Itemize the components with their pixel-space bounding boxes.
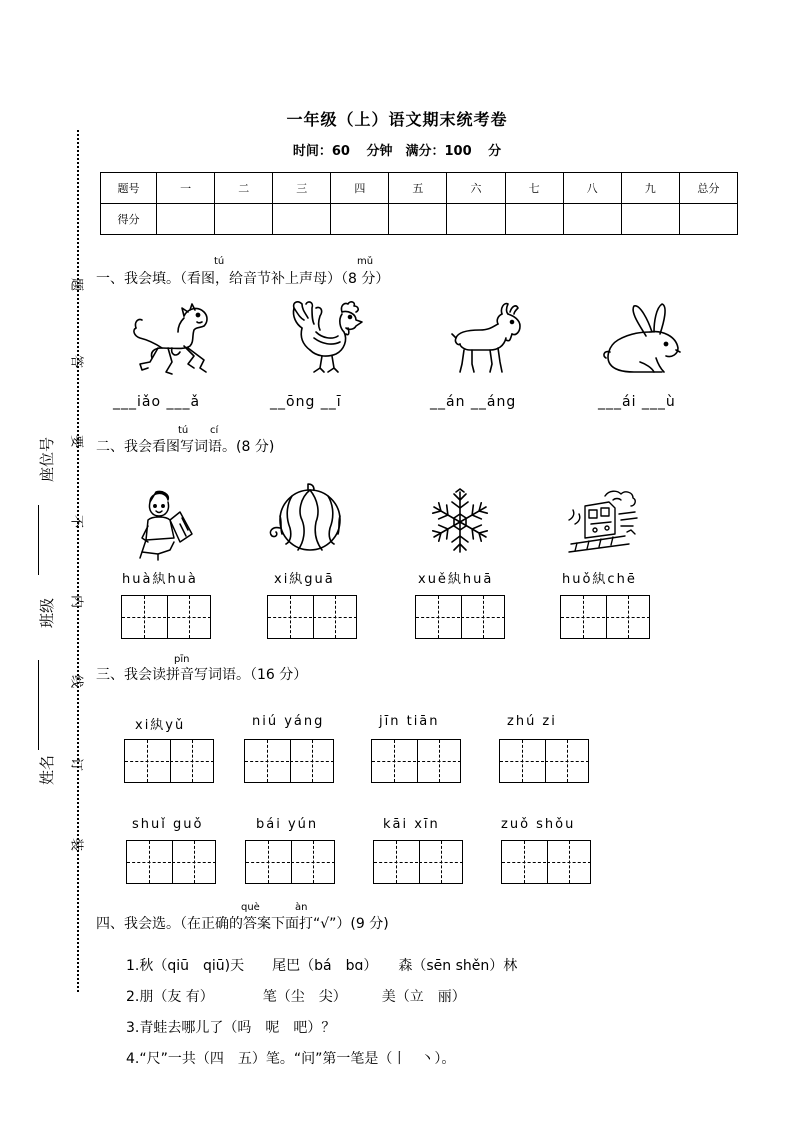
ruby-pinyin: cí xyxy=(210,425,219,436)
score-cell[interactable] xyxy=(157,204,215,235)
section2-pinyin-4: huǒ紈chē xyxy=(562,572,637,587)
exam-time-score: 时间：60 分钟 满分：100 分 xyxy=(292,144,502,159)
section1-pinyin-rabbit: ___ái ___ù xyxy=(598,394,676,410)
class-label: 班级 xyxy=(38,597,56,628)
section3-pinyin-1: xi紈yǔ xyxy=(135,718,186,733)
binding-char: 不 xyxy=(68,514,84,528)
binding-char: 线 xyxy=(68,674,84,688)
binding-char: 要 xyxy=(68,434,84,448)
train-icon xyxy=(565,488,641,556)
writing-grid[interactable] xyxy=(560,595,650,639)
score-table xyxy=(100,172,738,235)
writing-grid[interactable] xyxy=(245,840,335,884)
score-table-header-cell: 九 xyxy=(621,173,679,204)
score-table-header-cell: 八 xyxy=(563,173,621,204)
section2-pinyin-2: xi紈guā xyxy=(274,572,335,587)
section1-pinyin-horse: ___iǎo ___ǎ xyxy=(113,394,201,410)
score-table-header-cell: 七 xyxy=(505,173,563,204)
score-table-header-cell: 五 xyxy=(389,173,447,204)
score-table-header-cell: 题号 xyxy=(101,173,157,204)
ruby-pinyin: tú xyxy=(178,425,189,436)
choice-question-4: 4.“尺”一共（四 五）笔。“问”第一笔是（丨 丶）。 xyxy=(126,1051,456,1067)
score-table-header-cell: 总分 xyxy=(679,173,737,204)
ruby-pinyin: tú xyxy=(214,256,225,267)
section3-pinyin-6: bái yún xyxy=(256,817,319,832)
score-table-header-row xyxy=(101,173,738,204)
writing-grid[interactable] xyxy=(124,739,214,783)
choice-question-3: 3.青蛙去哪儿了（吗 呢 吧）？ xyxy=(126,1020,336,1036)
section2-title: 二、我会看图写词语。(8 分) xyxy=(96,439,275,455)
score-label: 得分 xyxy=(101,204,157,235)
name-label: 姓名 xyxy=(38,754,56,785)
binding-char: 题 xyxy=(68,277,84,291)
writing-grid[interactable] xyxy=(415,595,505,639)
boy-drawing-icon xyxy=(140,490,196,560)
writing-grid[interactable] xyxy=(499,739,589,783)
writing-grid[interactable] xyxy=(371,739,461,783)
score-cell[interactable] xyxy=(621,204,679,235)
writing-grid[interactable] xyxy=(121,595,211,639)
section2-pinyin-1: huà紈huà xyxy=(122,572,198,587)
writing-grid[interactable] xyxy=(373,840,463,884)
score-cell[interactable] xyxy=(447,204,505,235)
score-cell[interactable] xyxy=(563,204,621,235)
snowflake-icon xyxy=(428,490,492,554)
writing-grid[interactable] xyxy=(267,595,357,639)
ruby-pinyin: què xyxy=(241,902,260,913)
goat-icon xyxy=(450,302,530,376)
section3-pinyin-4: zhú zi xyxy=(507,714,557,729)
writing-grid[interactable] xyxy=(501,840,591,884)
section3-pinyin-7: kāi xīn xyxy=(383,817,440,832)
section1-pinyin-rooster: __ōng __ī xyxy=(270,394,342,410)
score-cell[interactable] xyxy=(505,204,563,235)
ruby-pinyin: pīn xyxy=(174,654,190,665)
score-table-header-cell: 三 xyxy=(273,173,331,204)
seat-number-label: 座位号 xyxy=(38,436,56,482)
section1-pinyin-goat: __án __áng xyxy=(430,394,517,410)
score-cell[interactable] xyxy=(273,204,331,235)
ruby-pinyin: mǔ xyxy=(357,256,374,267)
score-table-header-cell: 四 xyxy=(331,173,389,204)
rabbit-icon xyxy=(600,302,682,376)
score-table-header-cell: 一 xyxy=(157,173,215,204)
class-blank-line xyxy=(38,505,39,575)
rooster-icon xyxy=(282,298,366,378)
score-cell[interactable] xyxy=(679,204,737,235)
score-cell[interactable] xyxy=(331,204,389,235)
section3-pinyin-3: jīn tiān xyxy=(379,714,440,729)
binding-char: 内 xyxy=(68,594,84,608)
horse-icon xyxy=(128,302,212,378)
section1-title: 一、我会填。（看图，给音节补上声母）（8 分） xyxy=(96,271,390,287)
section3-title: 三、我会读拼音写词语。（16 分） xyxy=(96,667,308,683)
section3-pinyin-2: niú yáng xyxy=(252,714,325,729)
watermelon-icon xyxy=(268,488,350,554)
binding-char: 订 xyxy=(68,757,84,771)
section2-pinyin-3: xuě紈huā xyxy=(418,572,494,587)
score-cell[interactable] xyxy=(215,204,273,235)
section3-pinyin-5: shuǐ guǒ xyxy=(132,817,204,832)
page-title: 一年级（上）语文期末统考卷 xyxy=(286,110,508,129)
writing-grid[interactable] xyxy=(126,840,216,884)
binding-dotted-line xyxy=(77,130,79,992)
name-blank-line xyxy=(38,660,39,750)
score-cell[interactable] xyxy=(389,204,447,235)
score-table-header-cell: 二 xyxy=(215,173,273,204)
section4-title: 四、我会选。（在正确的答案下面打“√”）(9 分) xyxy=(96,916,389,932)
score-table-score-row xyxy=(101,204,738,235)
binding-char: 装 xyxy=(68,837,84,851)
writing-grid[interactable] xyxy=(244,739,334,783)
ruby-pinyin: àn xyxy=(295,902,308,913)
section3-pinyin-8: zuǒ shǒu xyxy=(501,817,576,832)
binding-char: 答 xyxy=(68,354,84,368)
choice-question-2: 2.朋（友 有） 笔（尘 尖） 美（立 丽） xyxy=(126,989,466,1005)
choice-question-1: 1.秋（qiū qiū)天 尾巴（bá bɑ） 森（sēn shěn）林 xyxy=(126,958,518,974)
score-table-header-cell: 六 xyxy=(447,173,505,204)
